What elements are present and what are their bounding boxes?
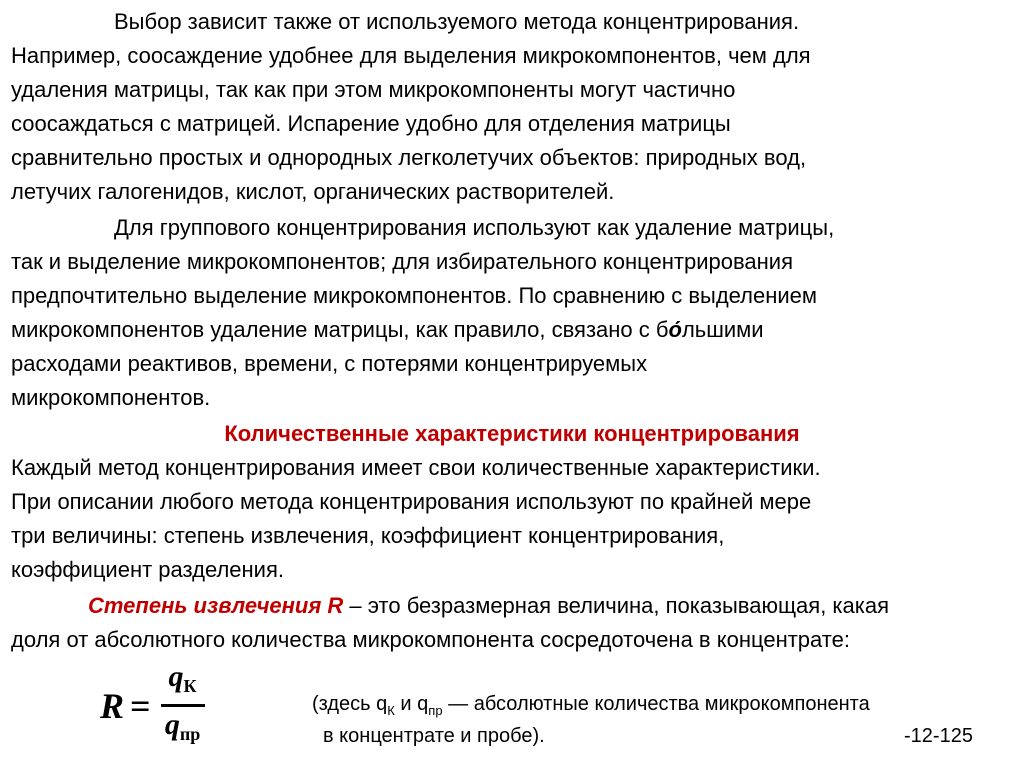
note-line: (здесь $q_К$ и $q_{пр}$ — абсолютные количества микрокомпонента [312,693,870,718]
defined-term: Степень извлечения R [88,593,344,618]
text-line: летучих галогенидов, кислот, органических растворителей. [11,179,615,204]
formula-equals: = [130,685,151,726]
text-line [11,313,764,347]
text-line: микрокомпонентов. [11,385,211,410]
text-fragment: льшими [681,317,764,342]
accented-letter: о́ [668,317,682,342]
page-reference: -12-125 [904,725,973,747]
text-line: При описании любого метода концентрирования используют по крайней мере [11,489,812,514]
formula-fraction [161,660,205,751]
text-line: предпочтительно выделение микрокомпонентов. По сравнению с выделением [11,283,818,308]
text-line: соосаждаться с матрицей. Испарение удобно для отделения матрицы [11,111,731,136]
text-line: сравнительно простых и однородных легколетучих объектов: природных вод, [11,145,807,170]
text-fragment: микрокомпонентов удаление матрицы, как правило, связано с б [11,317,669,342]
text-line: Каждый метод концентрирования имеет свои количественные характеристики. [11,455,821,480]
text-line: расходами реактивов, времени, с потерями концентрируемых [11,351,648,376]
text-line: три величины: степень извлечения, коэффициент концентрирования, [11,523,725,548]
text-line: так и выделение микрокомпонентов; для избирательного концентрирования [11,249,794,274]
note-line: в концентрате и пробе). [323,725,545,747]
text-line: доля от абсолютного количества микрокомпонента сосредоточена в концентрате: [11,627,850,652]
text-line: Для группового концентрирования используют как удаление матрицы, [114,215,835,240]
text-line: Например, соосаждение удобнее для выделения микрокомпонентов, чем для [11,43,811,68]
fraction-bar [161,704,205,707]
section-heading: Количественные характеристики концентрирования [224,421,800,446]
text-fragment: – это безразмерная величина, показывающая, какая [343,593,890,618]
formula-lhs: R [100,685,125,726]
text-line: удаления матрицы, так как при этом микрокомпоненты могут частично [11,77,736,102]
text-line: коэффициент разделения. [11,557,284,582]
formula-denominator: $q_{пр}$ [164,708,201,744]
formula-numerator: $q_К$ [168,660,197,696]
text-line [88,589,889,623]
text-line: Выбор зависит также от используемого метода концентрирования. [114,9,800,34]
formula [100,660,205,751]
